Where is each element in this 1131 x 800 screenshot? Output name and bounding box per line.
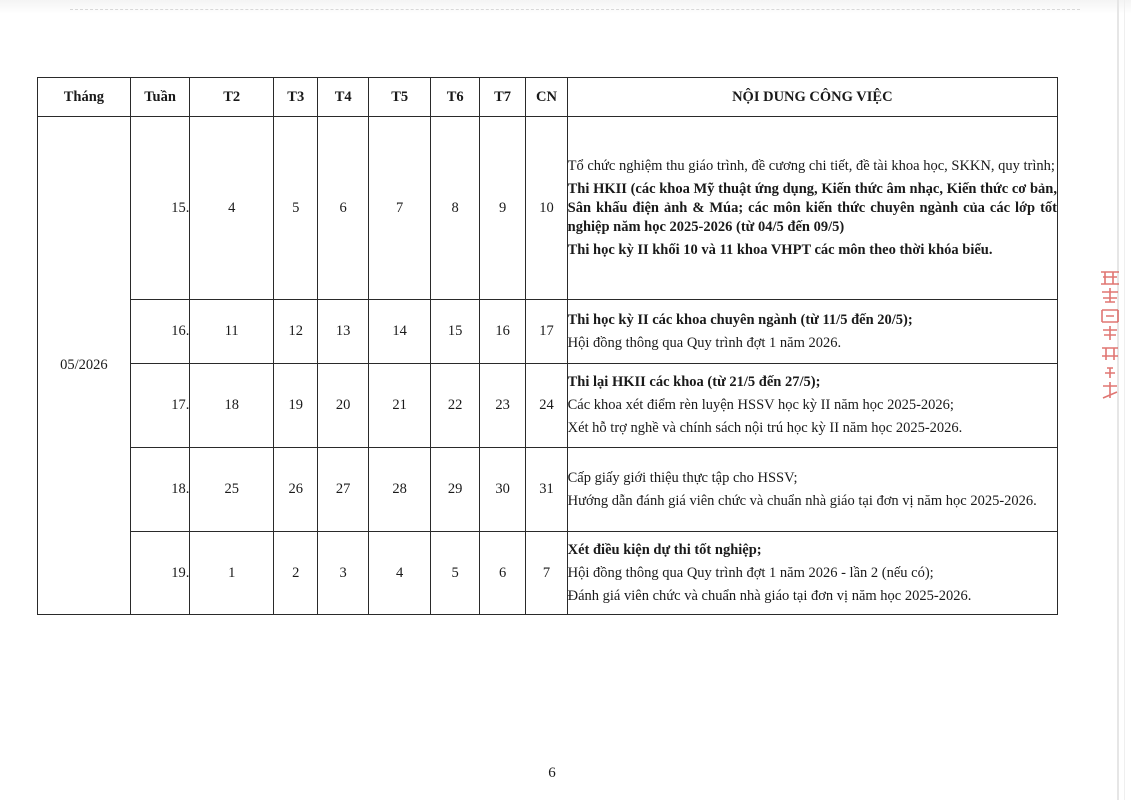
day-cn: 7 (526, 532, 567, 615)
day-t5: 28 (368, 448, 431, 532)
day-cn: 17 (526, 300, 567, 364)
day-cn: 31 (526, 448, 567, 532)
table-row-week-15 (38, 117, 1058, 300)
day-t2: 4 (190, 117, 274, 300)
day-t4: 20 (318, 364, 368, 448)
work-content-cell (567, 117, 1057, 300)
header-t3: T3 (274, 78, 318, 117)
work-item: Cấp giấy giới thiệu thực tập cho HSSV; (567, 469, 798, 486)
day-t5: 21 (368, 364, 431, 448)
day-t2: 11 (190, 300, 274, 364)
day-t2: 25 (190, 448, 274, 532)
day-t6: 15 (431, 300, 479, 364)
month-cell: 05/2026 (38, 117, 131, 615)
scan-shadow-top (0, 0, 1131, 14)
day-t2: 1 (190, 532, 274, 615)
red-stamp-mark (1097, 268, 1123, 403)
day-t4: 6 (318, 117, 368, 300)
day-t5: 14 (368, 300, 431, 364)
week-number: 19. (130, 532, 190, 615)
table-row-week-19 (38, 532, 1058, 615)
day-t6: 29 (431, 448, 479, 532)
work-item: Thi học kỳ II các khoa chuyên ngành (từ 11/5 đến 20/5); (567, 311, 913, 328)
header-t6: T6 (431, 78, 479, 117)
header-t7: T7 (479, 78, 525, 117)
work-item: Hội đồng thông qua Quy trình đợt 1 năm 2026. (567, 334, 842, 351)
day-t4: 13 (318, 300, 368, 364)
work-item: Hội đồng thông qua Quy trình đợt 1 năm 2026 - lần 2 (nếu có); (567, 564, 934, 581)
work-item: Thi học kỳ II khối 10 và 11 khoa VHPT các môn theo thời khóa biểu. (567, 241, 993, 258)
header-t2: T2 (190, 78, 274, 117)
week-number: 17. (130, 364, 190, 448)
schedule-table (37, 77, 1058, 615)
work-content-cell (567, 448, 1057, 532)
work-content-cell (567, 300, 1057, 364)
work-item: Thi HKII (các khoa Mỹ thuật ứng dụng, Kiến thức âm nhạc, Kiến thức cơ bản, Sân khấu điện ảnh & Múa; các môn kiến thức chuyên ngành của các lớp tốt nghiệp năm học 2025-2026 (từ 04/5 đến 09/5) (567, 180, 1057, 235)
work-item: Thi lại HKII các khoa (từ 21/5 đến 27/5); (567, 374, 821, 390)
day-t2: 18 (190, 364, 274, 448)
table-header-row (38, 78, 1058, 117)
day-t3: 12 (274, 300, 318, 364)
work-item: Đánh giá viên chức và chuẩn nhà giáo tại đơn vị năm học 2025-2026. (567, 587, 972, 604)
header-week: Tuần (130, 78, 190, 117)
table-row-week-18 (38, 448, 1058, 532)
day-t4: 3 (318, 532, 368, 615)
week-number: 15. (130, 117, 190, 300)
week-number: 18. (130, 448, 190, 532)
header-t4: T4 (318, 78, 368, 117)
work-item: Hướng dẫn đánh giá viên chức và chuẩn nhà giáo tại đơn vị năm học 2025-2026. (567, 492, 1037, 509)
day-t7: 16 (479, 300, 525, 364)
work-content-cell (567, 532, 1057, 615)
day-t3: 26 (274, 448, 318, 532)
day-cn: 10 (526, 117, 567, 300)
table-row-week-17 (38, 364, 1058, 448)
day-t7: 23 (479, 364, 525, 448)
scan-artifact-line (70, 9, 1080, 10)
header-content: NỘI DUNG CÔNG VIỆC (567, 78, 1057, 117)
work-item: Xét điều kiện dự thi tốt nghiệp; (567, 541, 762, 558)
work-item: Xét hỗ trợ nghề và chính sách nội trú học kỳ II năm học 2025-2026. (567, 420, 963, 436)
header-cn: CN (526, 78, 567, 117)
work-content-cell (567, 364, 1057, 448)
day-t4: 27 (318, 448, 368, 532)
day-t3: 2 (274, 532, 318, 615)
day-t7: 30 (479, 448, 525, 532)
day-t3: 5 (274, 117, 318, 300)
day-cn: 24 (526, 364, 567, 448)
page-number: 6 (548, 765, 556, 781)
header-t5: T5 (368, 78, 431, 117)
scan-edge-right-secondary (1124, 0, 1125, 800)
day-t6: 22 (431, 364, 479, 448)
day-t6: 8 (431, 117, 479, 300)
day-t7: 6 (479, 532, 525, 615)
day-t7: 9 (479, 117, 525, 300)
day-t6: 5 (431, 532, 479, 615)
work-item: Tổ chức nghiệm thu giáo trình, đề cương chi tiết, đề tài khoa học, SKKN, quy trình; (567, 157, 1055, 174)
day-t3: 19 (274, 364, 318, 448)
header-month: Tháng (38, 78, 131, 117)
day-t5: 7 (368, 117, 431, 300)
week-number: 16. (130, 300, 190, 364)
day-t5: 4 (368, 532, 431, 615)
work-item: Các khoa xét điểm rèn luyện HSSV học kỳ II năm học 2025-2026; (567, 397, 954, 413)
table-row-week-16 (38, 300, 1058, 364)
